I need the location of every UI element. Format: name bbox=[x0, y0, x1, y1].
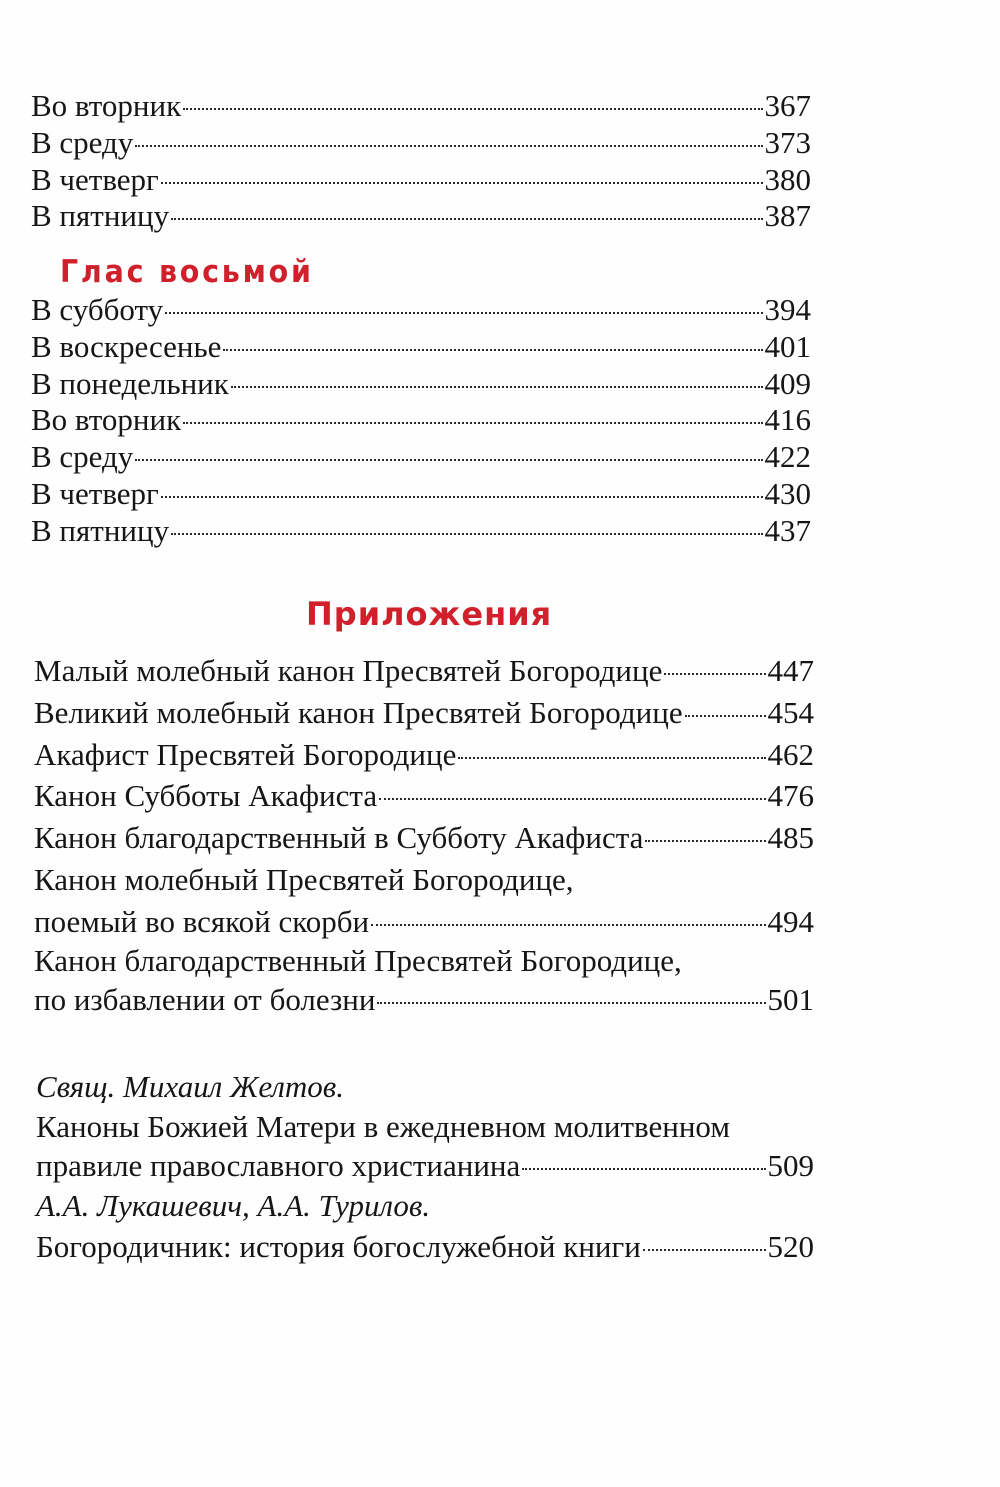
dot-leader bbox=[135, 145, 762, 147]
toc-entry-page: 387 bbox=[764, 198, 811, 234]
toc-entry[interactable] bbox=[31, 513, 811, 550]
toc-entry-page: 416 bbox=[764, 402, 811, 438]
tone-eight-heading: Глас восьмой bbox=[60, 254, 314, 290]
dot-leader bbox=[183, 108, 762, 110]
dot-leader bbox=[171, 218, 762, 220]
toc-entry-page: 509 bbox=[767, 1147, 814, 1183]
toc-entry-title: В субботу bbox=[31, 292, 164, 327]
toc-entry-page: 485 bbox=[767, 820, 814, 856]
dot-leader bbox=[165, 312, 762, 314]
dot-leader bbox=[458, 757, 765, 759]
toc-section-tone-eight bbox=[31, 292, 811, 550]
toc-entry-title: В среду bbox=[31, 124, 134, 160]
toc-entry-multiline[interactable] bbox=[34, 943, 814, 1021]
dot-leader bbox=[231, 386, 763, 388]
toc-entry[interactable] bbox=[31, 366, 811, 403]
toc-entry-title: Во вторник bbox=[31, 402, 182, 438]
toc-entry-title: Канон Субботы Акафиста bbox=[34, 778, 378, 814]
toc-entry-title: В четверг bbox=[31, 161, 159, 197]
dot-leader bbox=[161, 182, 763, 184]
toc-entry[interactable] bbox=[31, 125, 811, 162]
toc-entry-last-line bbox=[36, 1226, 814, 1268]
toc-entry-last-line bbox=[34, 901, 814, 943]
toc-entry-page: 409 bbox=[764, 365, 811, 401]
toc-section-articles bbox=[36, 1066, 814, 1268]
toc-entry-page: 476 bbox=[767, 778, 814, 814]
dot-leader bbox=[135, 459, 762, 461]
toc-entry-page: 422 bbox=[764, 439, 811, 475]
toc-entry-page: 447 bbox=[767, 653, 814, 688]
toc-entry-multiline[interactable] bbox=[34, 859, 814, 943]
dot-leader bbox=[522, 1168, 765, 1170]
toc-entry[interactable] bbox=[34, 775, 814, 817]
toc-entry-title: В четверг bbox=[31, 475, 159, 511]
toc-entry-title: Во вторник bbox=[31, 88, 182, 123]
toc-entry-multiline[interactable] bbox=[36, 1066, 814, 1186]
toc-entry-page: 520 bbox=[767, 1228, 814, 1264]
toc-entry-multiline[interactable] bbox=[36, 1186, 814, 1268]
toc-entry-page: 430 bbox=[764, 475, 811, 511]
toc-entry[interactable] bbox=[31, 476, 811, 513]
dot-leader bbox=[161, 496, 763, 498]
toc-entry-title: Канон благодарственный в Субботу Акафиста bbox=[34, 820, 644, 856]
toc-entry[interactable] bbox=[31, 402, 811, 439]
toc-entry-page: 367 bbox=[764, 88, 811, 123]
dot-leader bbox=[377, 1002, 765, 1004]
toc-entry-title: Малый молебный канон Пресвятей Богородице bbox=[34, 653, 663, 688]
toc-entry[interactable] bbox=[31, 198, 811, 235]
toc-entry[interactable] bbox=[34, 650, 814, 692]
dot-leader bbox=[183, 422, 762, 424]
dot-leader bbox=[685, 715, 766, 717]
toc-entry-title: по избавлении от болезни bbox=[34, 981, 376, 1017]
toc-entry-page: 462 bbox=[767, 736, 814, 772]
toc-entry-title: Акафист Пресвятей Богородице bbox=[34, 736, 457, 772]
dot-leader bbox=[664, 673, 765, 675]
toc-entry[interactable] bbox=[31, 292, 811, 329]
toc-entry-page: 394 bbox=[764, 292, 811, 327]
toc-section-appendix bbox=[34, 650, 814, 1020]
toc-entry-title: правиле православного христианина bbox=[36, 1147, 521, 1183]
toc-entry-page: 494 bbox=[767, 903, 814, 939]
toc-entry-last-line bbox=[34, 979, 814, 1021]
toc-entry-page: 373 bbox=[764, 124, 811, 160]
toc-entry-title: В пятницу bbox=[31, 198, 170, 234]
dot-leader bbox=[223, 349, 762, 351]
toc-entry[interactable] bbox=[34, 692, 814, 734]
toc-entry-page: 501 bbox=[767, 981, 814, 1017]
toc-entry[interactable] bbox=[34, 817, 814, 859]
toc-entry-title-line1: Канон благодарственный Пресвятей Богородице, bbox=[34, 942, 682, 978]
toc-entry-page: 380 bbox=[764, 161, 811, 197]
toc-entry[interactable] bbox=[34, 734, 814, 776]
toc-entry-title: В пятницу bbox=[31, 512, 170, 548]
toc-section-previous-tone bbox=[31, 88, 811, 235]
toc-entry-title: В понедельник bbox=[31, 365, 229, 401]
dot-leader bbox=[643, 1249, 766, 1251]
toc-entry-page: 454 bbox=[767, 694, 814, 730]
toc-entry-title: поемый во всякой скорби bbox=[34, 903, 370, 939]
toc-entry-title: Великий молебный канон Пресвятей Богородице bbox=[34, 694, 683, 730]
toc-entry-page: 401 bbox=[764, 328, 811, 364]
toc-entry[interactable] bbox=[31, 329, 811, 366]
toc-entry[interactable] bbox=[31, 88, 811, 125]
article-author: А.А. Лукашевич, А.А. Турилов. bbox=[36, 1187, 431, 1223]
article-author: Свящ. Михаил Желтов. bbox=[36, 1069, 344, 1104]
toc-entry-last-line bbox=[36, 1146, 814, 1186]
toc-entry-title: В среду bbox=[31, 439, 134, 475]
appendix-heading: Приложения bbox=[306, 595, 553, 633]
dot-leader bbox=[171, 533, 762, 535]
toc-entry[interactable] bbox=[31, 439, 811, 476]
dot-leader bbox=[371, 924, 765, 926]
dot-leader bbox=[379, 798, 765, 800]
toc-entry-title: В воскресенье bbox=[31, 328, 222, 364]
toc-entry-title-line1: Канон молебный Пресвятей Богородице, bbox=[34, 861, 574, 897]
toc-entry-title-line1: Каноны Божией Матери в ежедневном молитвенном bbox=[36, 1108, 730, 1144]
toc-entry[interactable] bbox=[31, 162, 811, 199]
dot-leader bbox=[645, 840, 765, 842]
toc-entry-title: Богородичник: история богослужебной книги bbox=[36, 1228, 641, 1264]
toc-entry-page: 437 bbox=[764, 512, 811, 548]
